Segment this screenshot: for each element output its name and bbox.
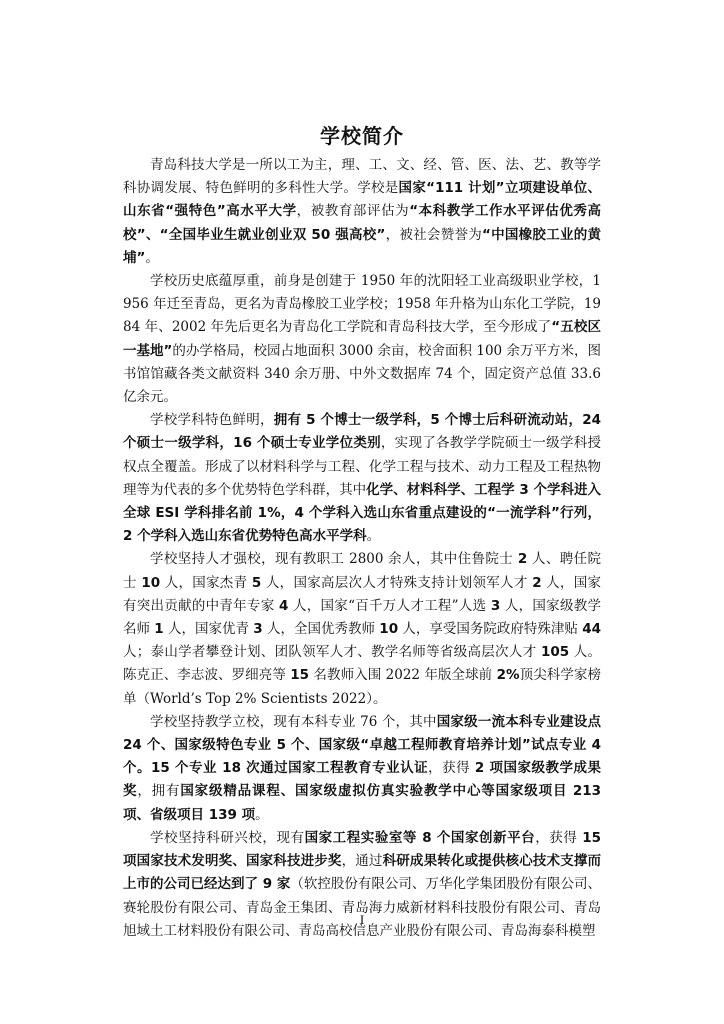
text-run: 。 (145, 249, 159, 266)
text-run: 人，全国优秀教师 (262, 621, 380, 638)
bold-text: 国家工程实验室等 8 个国家创新平台 (304, 829, 536, 846)
text-run: 人，国家有突出贡献的中青年专家 (123, 574, 601, 614)
bold-text: 4 (279, 597, 289, 614)
text-run: 人，国家“百千万人才工程”人选 (288, 597, 491, 614)
page-title: 学校简介 (320, 124, 404, 148)
bold-text: “五校区一基地” (123, 319, 601, 359)
bold-text: 15 项国家技术发明奖、国家科技进步奖 (123, 829, 602, 870)
bold-text: 国家级精品课程、国家级虚拟仿真实验教学中心等国家级项目 213 项、省级项目 139 项 (123, 783, 602, 823)
bold-text: “本科教学工作水平评估优秀高校”、“全国毕业生就业创业双 50 强高校” (123, 203, 601, 243)
bold-text: 2 项国家级教学成果奖 (123, 760, 601, 800)
paragraph (123, 270, 601, 409)
body-text (123, 154, 601, 943)
paragraph (123, 154, 601, 270)
text-run: 人，享受国务院政府特殊津贴 (398, 621, 583, 638)
bold-text: 2 (532, 574, 542, 591)
text-run: ，获得 (535, 829, 583, 846)
text-run: ，被社会赞誉为 (385, 226, 482, 243)
paragraph (123, 711, 601, 827)
text-run: 。 (366, 528, 381, 545)
text-run: 学校学科特色鲜明， (150, 412, 274, 429)
text-run: ，拥有 (137, 783, 181, 800)
text-run: 学校历史底蕴厚重，前身是创建于 1950 年的沈阳轻工业高级职业学校，1956 年迁至青岛，更名为青岛橡胶工业学校；1958 年升格为山东化工学院，1984 年、2002 年先后更名为青岛化工学院和青岛科技大学，至今形成了 (123, 273, 601, 336)
text-run: 人，国家优青 (163, 621, 254, 638)
bold-text: 10 (141, 574, 161, 591)
bold-text: 44 (582, 621, 601, 638)
text-run: ，获得 (428, 760, 475, 777)
text-run: 人、聘任院士 (123, 551, 602, 591)
text-run: 学校坚持教学立校，现有本科专业 76 个，其中 (150, 713, 437, 730)
text-run: ，被教育部评估为 (296, 203, 410, 220)
text-run: 人；泰山学者攀登计划、团队领军人才、教学名师等省级高层次人才 (123, 644, 541, 661)
bold-text: 国家级一流本科专业建设点 24 个、国家级特色专业 5 个、国家级“卓越工程师教育培养计划”试点专业 4 个。15 个专业 18 次通过国家工程教育专业认证 (123, 713, 602, 777)
text-run: 学校坚持人才强校，现有教职工 2800 余人，其中住鲁院士 (150, 551, 518, 568)
bold-text: 10 (379, 621, 399, 638)
paragraph (123, 548, 601, 710)
bold-text: 3 (490, 597, 501, 614)
text-run: 青岛科技大学是一所以工为主，理、工、文、经、管、医、法、艺、教等学科协调发展、特色鲜明的多科性大学。学校是 (123, 157, 601, 197)
bold-text: 1 (154, 621, 164, 638)
text-run: 人，国家杰青 (160, 574, 252, 591)
bold-text: 科研成果转化或提供核心技术支撑而上市的公司已经达到了 9 家 (123, 853, 602, 893)
text-run: 。 (255, 806, 269, 823)
text-run: 人，国家级教学名师 (123, 597, 601, 638)
bold-text: 105 (540, 644, 570, 661)
text-run: ，实现了各教学学院硕士一级学科授权点全覆盖。形成了以材料科学与工程、化学工程与技术、动力工程及工程热物理等为代表的多个优势特色学科群，其中 (123, 435, 601, 498)
bold-text: 2% (496, 667, 520, 684)
text-run: 人，国家高层次人才特殊支持计划领军人才 (261, 574, 533, 591)
bold-text: 化学、材料科学、工程学 3 个学科进入全球 ESI 学科排名前 1%，4 个学科入选山东省重点建设的“一流学科”行列，2 个学科入选山东省优势特色高水平学科 (123, 481, 602, 545)
text-run: ，通过 (341, 853, 383, 870)
bold-text: “中国橡胶工业的黄埔” (123, 226, 602, 266)
bold-text: 2 (517, 551, 528, 568)
text-run: 人。陈克正、李志波、罗细亮等 (123, 644, 601, 684)
text-run: 的办学格局，校园占地面积 3000 余亩，校舍面积 100 余万平方米，图书馆馆藏各类文献资料 340 余万册、中外文数据库 74 个，固定资产总值 33.6 亿余元。 (123, 342, 601, 406)
text-run: 学校坚持科研兴校，现有 (150, 829, 305, 846)
paragraph (123, 409, 601, 548)
text-run: （软控股份有限公司、万华化学集团股份有限公司、赛轮股份有限公司、青岛金王集团、青岛海力威新材料科技股份有限公司、青岛旭域土工材料股份有限公司、青岛高校信息产业股份有限公司、青岛海泰科模塑 (123, 876, 602, 939)
bold-text: 国家“111 计划”立项建设单位、山东省“强特色”高水平大学 (123, 180, 601, 220)
text-run: 顶尖科学家榜单（World’s Top 2% Scientists 2022）。 (123, 667, 601, 707)
bold-text: 3 (253, 621, 263, 638)
bold-text: 拥有 5 个博士一级学科，5 个博士后科研流动站，24 个硕士一级学科，16 个硕士专业学位类别 (123, 412, 601, 452)
bold-text: 15 (290, 667, 310, 684)
bold-text: 5 (251, 574, 262, 591)
text-run: 名教师入围 2022 年版全球前 (309, 667, 497, 684)
page-number: I (359, 912, 365, 927)
